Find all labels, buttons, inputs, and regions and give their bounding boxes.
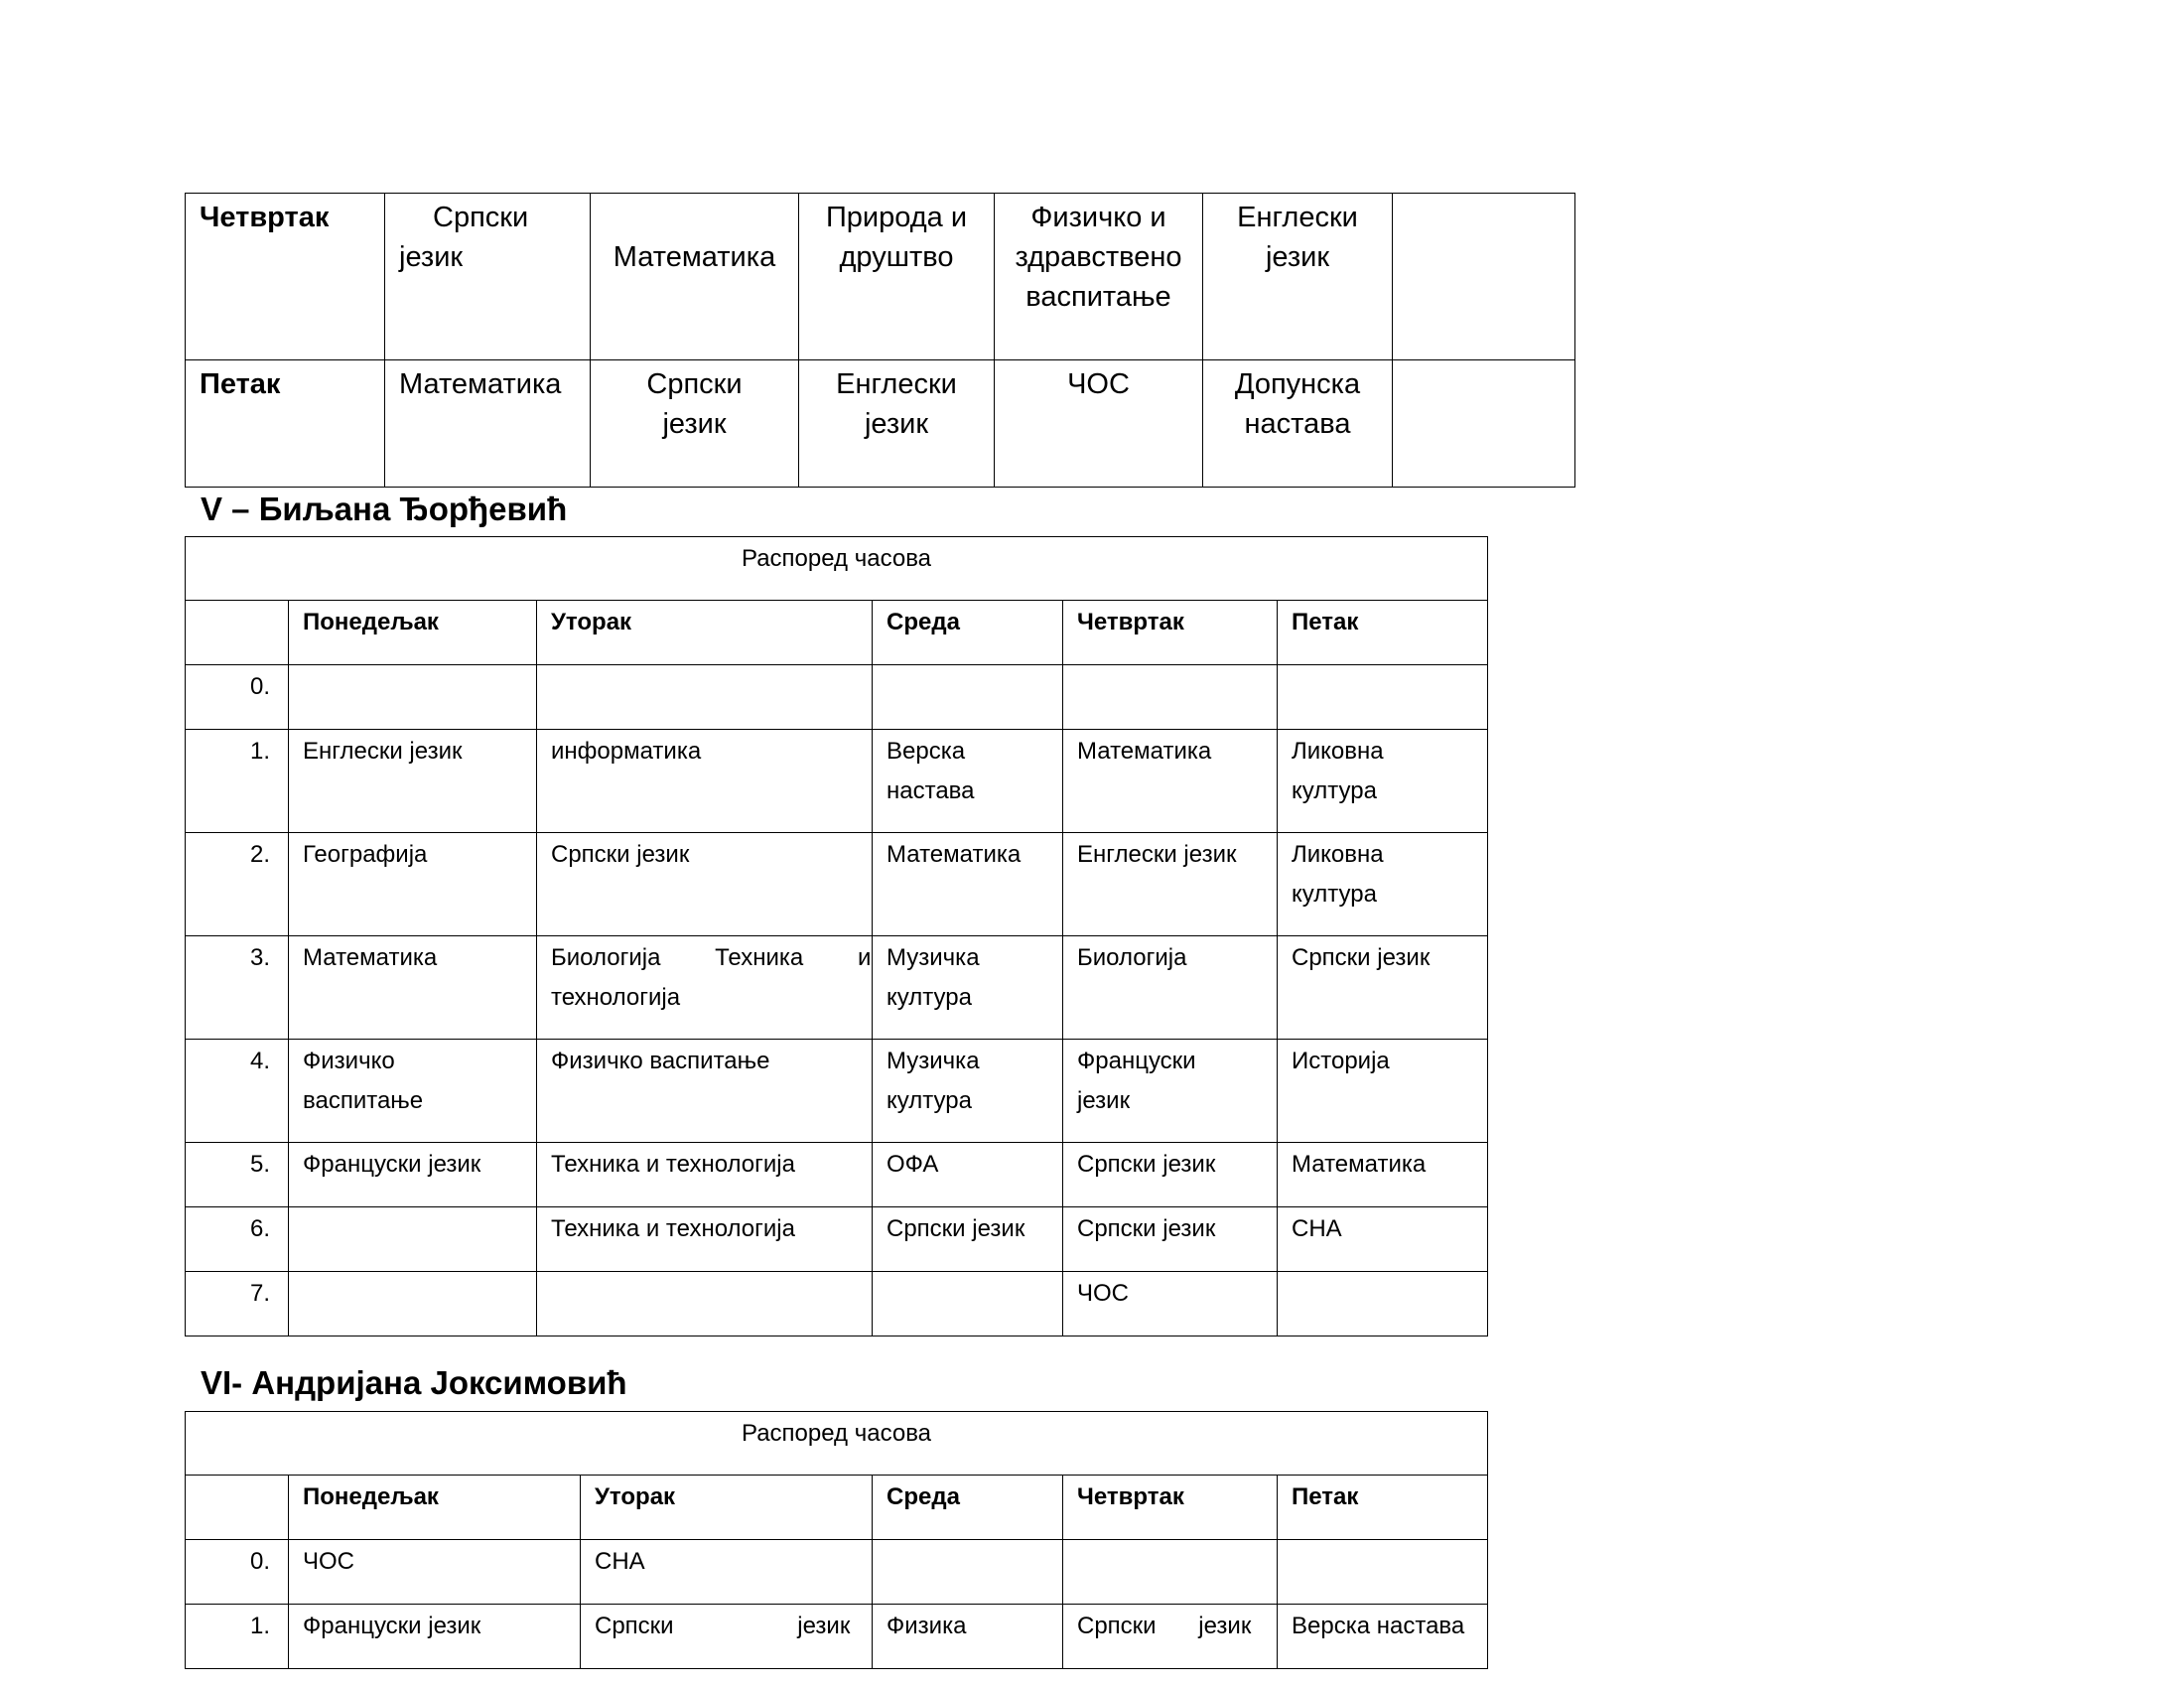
cell-line: Српски језик [595,1613,851,1639]
table-header-row [186,601,1488,665]
cell-line: Музичка [887,1048,980,1074]
cell-line: васпитање [1025,281,1171,313]
table-title: Распоред часова [186,1412,1488,1476]
header-cell: Петак [1278,601,1488,665]
table-cell [537,1040,873,1143]
cell-line: Енглески [836,368,957,400]
table-cell [1063,1143,1278,1207]
table-title: Распоред часова [186,537,1488,601]
header-cell: Уторак [581,1476,873,1540]
cell-line: језик [1077,1087,1131,1114]
cell-line: Француски [1077,1048,1196,1074]
period-number: 1. [186,730,289,833]
cell-line: ЧОС [1077,1280,1129,1307]
cell-line: Физичко и [1030,202,1166,233]
cell-line: Математика [303,944,438,971]
table-cell [1278,1272,1488,1336]
table-cell [1278,1207,1488,1272]
table-cell [1278,833,1488,936]
day-cell [186,194,385,360]
table-cell [537,833,873,936]
table-row [186,1143,1488,1207]
table-cell [1063,936,1278,1040]
cell-line: култура [887,1087,972,1114]
class-vi-schedule-table [185,1411,1488,1669]
cell-line: Енглески језик [1077,841,1237,868]
table-cell [995,360,1203,488]
cell-line: Француски језик [303,1613,481,1639]
table-cell [873,1540,1063,1605]
cell-line: ЧОС [1067,368,1130,400]
cell-line: Српски језик [1077,1613,1252,1639]
header-cell: Понедељак [289,601,537,665]
table-cell [1063,833,1278,936]
cell-line-justified [551,938,872,978]
cell-line: Српски језик [1077,1215,1216,1242]
cell-line: култура [1292,777,1377,804]
cell-line: Историја [1292,1048,1390,1074]
cell-line: ОФА [887,1151,939,1178]
period-number: 4. [186,1040,289,1143]
cell-line: Српски језик [551,841,690,868]
table-cell [873,730,1063,833]
header-cell: Понедељак [289,1476,581,1540]
cell-line: култура [887,984,972,1011]
day-label: Петак [200,368,281,400]
cell-line: Физика [887,1613,967,1639]
cell-line: Француски језик [303,1151,481,1178]
header-cell: Уторак [537,601,873,665]
cell-line: СНА [1292,1215,1342,1242]
table-cell [1203,194,1393,360]
table-cell [873,936,1063,1040]
table-cell [1063,1540,1278,1605]
cell-line: Енглески језик [303,738,463,765]
table-cell [1063,730,1278,833]
period-number: 0. [186,665,289,730]
header-cell-empty [186,1476,289,1540]
table-cell [1063,1207,1278,1272]
cell-line: СНА [595,1548,645,1575]
table-cell [289,730,537,833]
cell-line: Физичко васпитање [551,1048,770,1074]
cell-line: технологија [551,984,681,1011]
table-cell [1063,1272,1278,1336]
table-title-row [186,1412,1488,1476]
cell-line: култура [1292,881,1377,908]
cell-line: Српски језик [887,1215,1025,1242]
period-number: 6. [186,1207,289,1272]
table-row [186,833,1488,936]
period-number: 2. [186,833,289,936]
table-cell [537,1207,873,1272]
table-cell [537,936,873,1040]
cell-line: Математика [613,241,776,273]
cell-line: Математика [887,841,1022,868]
period-number: 1. [186,1605,289,1669]
table-cell [537,1272,873,1336]
table-row [186,1040,1488,1143]
cell-line: Биологија [1077,944,1187,971]
cell-line: Српски језик [1077,1151,1216,1178]
cell-line: Биологија Техника и [551,944,872,971]
table-cell [873,833,1063,936]
table-row [186,1540,1488,1605]
cell-line: друштво [839,241,954,273]
period-number: 5. [186,1143,289,1207]
table-cell [289,833,537,936]
cell-line: Српски [433,202,529,233]
table-cell [537,1143,873,1207]
table-cell [1278,665,1488,730]
table-cell [289,665,537,730]
table-cell [385,360,591,488]
table-cell [1278,936,1488,1040]
table-row [186,730,1488,833]
table-cell [289,1143,537,1207]
table-cell [873,1143,1063,1207]
header-cell: Среда [873,1476,1063,1540]
header-cell: Четвртак [1063,601,1278,665]
day-cell [186,360,385,488]
cell-line: здравствено [1015,241,1182,273]
cell-line: Допунска [1234,368,1361,400]
table-row [186,360,1575,488]
cell-line: Ликовна [1292,738,1384,765]
cell-line: настава [887,777,975,804]
table-title-row [186,537,1488,601]
cell-line: Српски [646,368,743,400]
table-cell [591,194,799,360]
cell-line: Ликовна [1292,841,1384,868]
table-cell [1063,1040,1278,1143]
cell-line: информатика [551,738,702,765]
cell-line: Техника и технологија [551,1215,795,1242]
cell-line: Верска настава [1292,1613,1465,1639]
table-cell [1278,1143,1488,1207]
table-cell-empty [1393,194,1575,360]
table-row [186,936,1488,1040]
table-cell [995,194,1203,360]
table-cell [799,194,995,360]
cell-line: језик [399,241,464,273]
class-v-heading: V – Биљана Ђорђевић [201,491,568,527]
table-cell [873,1272,1063,1336]
cell-line: Математика [1292,1151,1427,1178]
cell-line: Верска [887,738,966,765]
table-row [186,1272,1488,1336]
table-cell [799,360,995,488]
top-schedule-table [185,193,1575,488]
table-cell [591,360,799,488]
table-cell [385,194,591,360]
cell-line: Природа и [825,202,968,233]
cell-line: језик [864,408,929,440]
cell-line: Географија [303,841,428,868]
table-row [186,1605,1488,1669]
table-row [186,194,1575,360]
table-cell [873,665,1063,730]
cell-line: језик [662,408,727,440]
table-cell [537,730,873,833]
table-cell [289,936,537,1040]
table-cell [581,1605,873,1669]
cell-line: Српски језик [1292,944,1431,971]
cell-line: Математика [1077,738,1212,765]
header-cell: Петак [1278,1476,1488,1540]
table-cell [289,1272,537,1336]
table-cell [1278,1540,1488,1605]
period-number: 7. [186,1272,289,1336]
table-cell [873,1040,1063,1143]
cell-line: Музичка [887,944,980,971]
class-v-schedule-table [185,536,1488,1336]
table-cell-empty [1393,360,1575,488]
header-cell: Четвртак [1063,1476,1278,1540]
table-header-row [186,1476,1488,1540]
period-number: 0. [186,1540,289,1605]
cell-line: настава [1244,408,1351,440]
cell-line: Енглески [1237,202,1358,233]
header-cell-empty [186,601,289,665]
period-number: 3. [186,936,289,1040]
table-cell [1063,665,1278,730]
cell-line: васпитање [303,1087,424,1114]
table-cell [1278,730,1488,833]
header-cell: Среда [873,601,1063,665]
cell-line: Физичко [303,1048,395,1074]
table-row [186,665,1488,730]
cell-line: Математика [399,368,562,400]
table-cell [289,1605,581,1669]
table-cell [1278,1040,1488,1143]
table-cell [289,1540,581,1605]
day-label: Четвртак [200,202,330,233]
class-vi-heading: VI- Андријана Јоксимовић [201,1364,627,1401]
table-row [186,1207,1488,1272]
cell-line: ЧОС [303,1548,354,1575]
table-cell [289,1207,537,1272]
table-cell [581,1540,873,1605]
cell-line: језик [1265,241,1330,273]
table-cell [1203,360,1393,488]
table-cell [1063,1605,1278,1669]
table-cell [1278,1605,1488,1669]
table-cell [289,1040,537,1143]
table-cell [873,1605,1063,1669]
cell-line: Техника и технологија [551,1151,795,1178]
table-cell [537,665,873,730]
table-cell [873,1207,1063,1272]
